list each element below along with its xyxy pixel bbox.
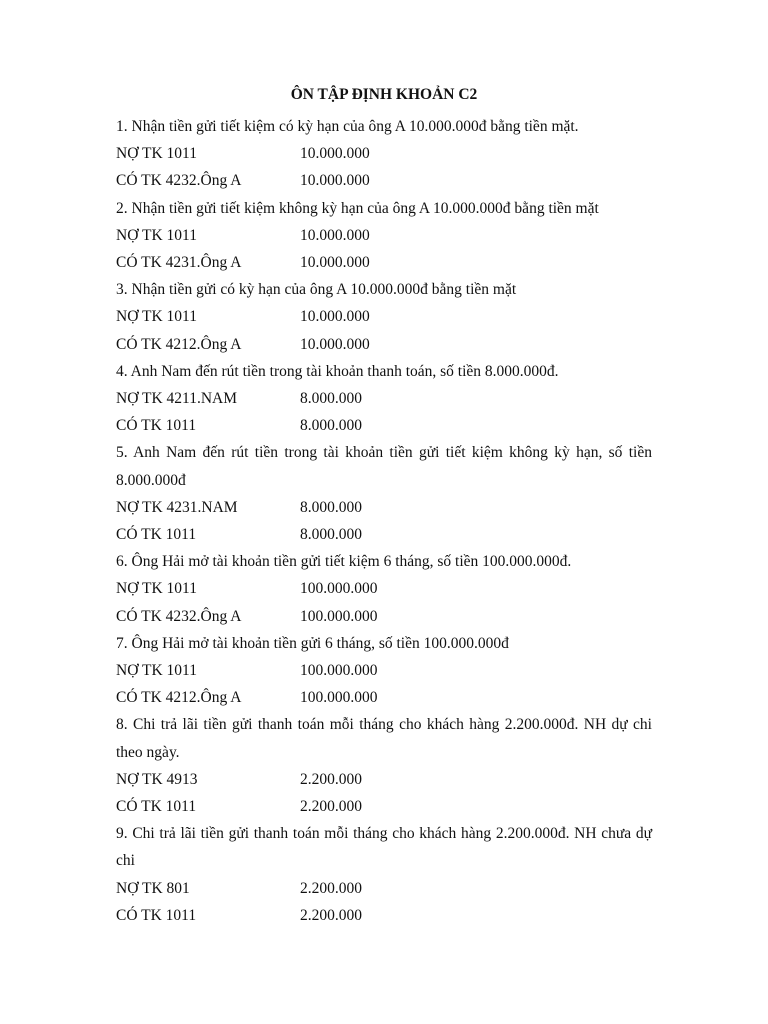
- debit-entry: [116, 494, 652, 521]
- exercise-question: 7. Ông Hải mở tài khoản tiền gửi 6 tháng, số tiền 100.000.000đ: [116, 634, 509, 652]
- entry-account: CÓ TK 1011: [116, 798, 197, 816]
- entry-amount: 10.000.000: [300, 145, 370, 163]
- exercise-question: 5. Anh Nam đến rút tiền trong tài khoản tiền gửi tiết kiệm không kỳ hạn, số tiền 8.000.000đ: [116, 444, 652, 489]
- credit-entry: [116, 249, 652, 276]
- exercise-question: 1. Nhận tiền gửi tiết kiệm có kỳ hạn của ông A 10.000.000đ bằng tiền mặt.: [116, 118, 579, 135]
- credit-entry: [116, 521, 652, 548]
- entry-account: CÓ TK 1011: [116, 417, 197, 435]
- debit-entry: [116, 575, 652, 602]
- entry-amount: 10.000.000: [300, 308, 370, 326]
- debit-entry: [116, 303, 652, 330]
- entry-account: NỢ TK 4211.NAM: [116, 390, 237, 408]
- exercise-9: [116, 820, 652, 929]
- entry-amount: 2.200.000: [300, 798, 362, 816]
- credit-entry: [116, 331, 652, 358]
- exercise-question: 9. Chi trả lãi tiền gửi thanh toán mỗi tháng cho khách hàng 2.200.000đ. NH chưa dự chi: [116, 825, 652, 870]
- exercise-2: [116, 195, 652, 277]
- entry-account: NỢ TK 1011: [116, 308, 197, 326]
- exercise-4: [116, 358, 652, 440]
- exercise-7: [116, 630, 652, 712]
- entry-amount: 100.000.000: [300, 689, 378, 707]
- entry-amount: 100.000.000: [300, 662, 378, 680]
- entry-amount: 8.000.000: [300, 417, 362, 435]
- entry-account: CÓ TK 1011: [116, 906, 197, 924]
- entry-account: CÓ TK 1011: [116, 526, 197, 544]
- exercise-question: 2. Nhận tiền gửi tiết kiệm không kỳ hạn của ông A 10.000.000đ bằng tiền mặt: [116, 199, 599, 217]
- entry-account: NỢ TK 1011: [116, 662, 197, 680]
- debit-entry: [116, 766, 652, 793]
- entry-account: NỢ TK 801: [116, 879, 190, 897]
- entry-account: CÓ TK 4231.Ông A: [116, 254, 242, 272]
- entry-amount: 10.000.000: [300, 226, 370, 244]
- page-title: ÔN TẬP ĐỊNH KHOẢN C2: [290, 86, 478, 103]
- exercise-3: [116, 276, 652, 358]
- entry-amount: 8.000.000: [300, 526, 362, 544]
- entry-account: CÓ TK 4212.Ông A: [116, 335, 242, 353]
- entry-amount: 10.000.000: [300, 335, 370, 353]
- entry-amount: 2.200.000: [300, 770, 362, 788]
- entry-amount: 100.000.000: [300, 607, 378, 625]
- exercise-5: [116, 439, 652, 548]
- entry-account: NỢ TK 1011: [116, 145, 197, 163]
- exercise-6: [116, 548, 652, 630]
- entry-account: CÓ TK 4212.Ông A: [116, 689, 242, 707]
- entry-amount: 10.000.000: [300, 254, 370, 272]
- entry-account: NỢ TK 1011: [116, 226, 197, 244]
- debit-entry: [116, 875, 652, 902]
- entry-account: CÓ TK 4232.Ông A: [116, 172, 242, 190]
- entry-amount: 8.000.000: [300, 498, 362, 516]
- exercise-question: 8. Chi trả lãi tiền gửi thanh toán mỗi tháng cho khách hàng 2.200.000đ. NH dự chi theo ngày.: [116, 716, 652, 761]
- credit-entry: [116, 412, 652, 439]
- entry-amount: 100.000.000: [300, 580, 378, 598]
- exercise-question: 4. Anh Nam đến rút tiền trong tài khoản thanh toán, số tiền 8.000.000đ.: [116, 362, 559, 380]
- exercise-1: [116, 113, 652, 195]
- entry-account: CÓ TK 4232.Ông A: [116, 607, 242, 625]
- debit-entry: [116, 140, 652, 167]
- entry-amount: 2.200.000: [300, 906, 362, 924]
- debit-entry: [116, 222, 652, 249]
- entry-account: NỢ TK 4913: [116, 770, 198, 788]
- exercise-question: 6. Ông Hải mở tài khoản tiền gửi tiết kiệm 6 tháng, số tiền 100.000.000đ.: [116, 553, 572, 571]
- exercise-8: [116, 711, 652, 820]
- entry-amount: 2.200.000: [300, 879, 362, 897]
- credit-entry: [116, 793, 652, 820]
- entry-account: NỢ TK 4231.NAM: [116, 498, 238, 516]
- entry-amount: 10.000.000: [300, 172, 370, 190]
- credit-entry: [116, 902, 652, 929]
- entry-amount: 8.000.000: [300, 390, 362, 408]
- entry-account: NỢ TK 1011: [116, 580, 197, 598]
- debit-entry: [116, 657, 652, 684]
- credit-entry: [116, 603, 652, 630]
- debit-entry: [116, 385, 652, 412]
- exercise-question: 3. Nhận tiền gửi có kỳ hạn của ông A 10.000.000đ bằng tiền mặt: [116, 281, 517, 299]
- credit-entry: [116, 167, 652, 194]
- exercise-list: [116, 113, 652, 929]
- credit-entry: [116, 684, 652, 711]
